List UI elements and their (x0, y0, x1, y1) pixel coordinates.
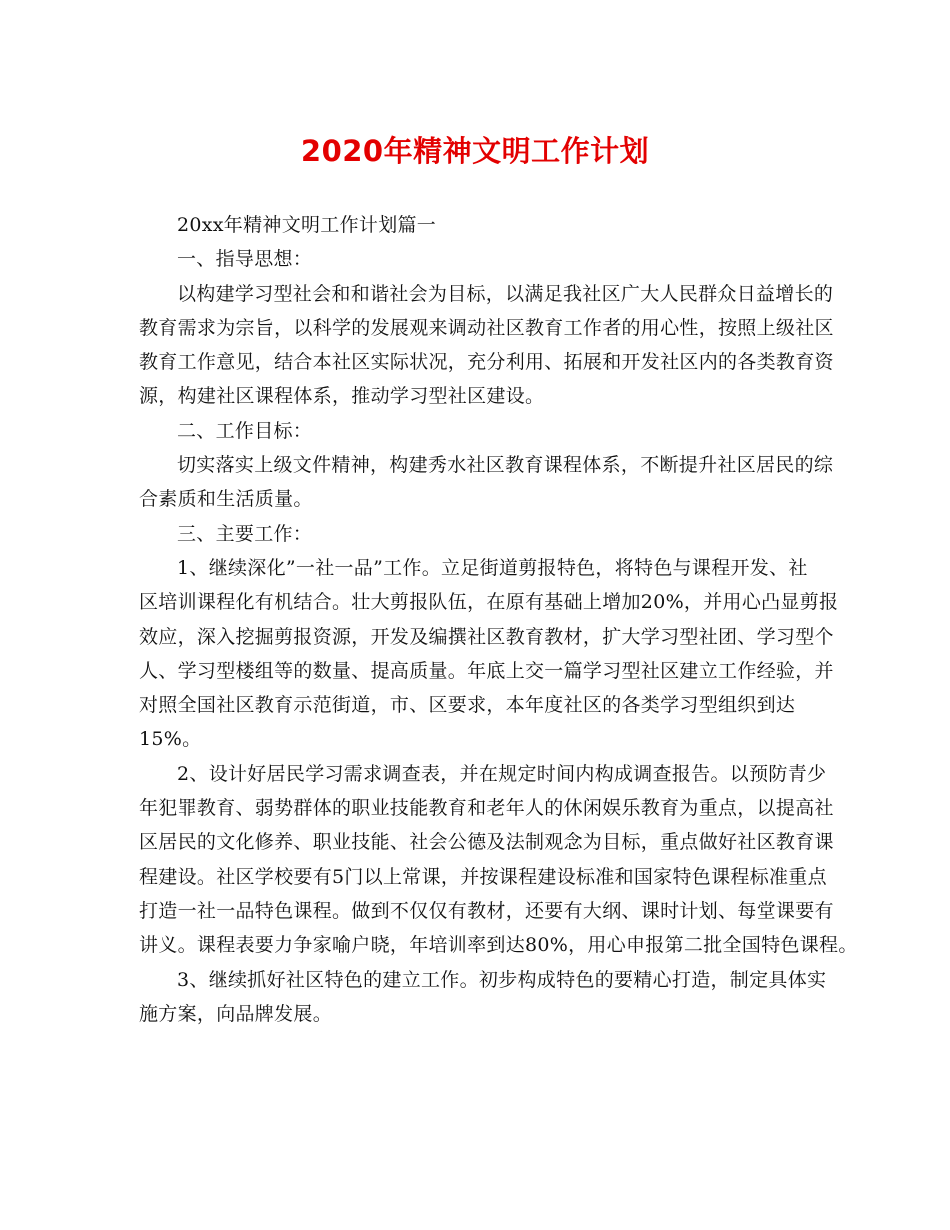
document-body (139, 208, 858, 1031)
text-line: 对照全国社区教育示范街道，市、区要求，本年度社区的各类学习型组织到达 (139, 694, 796, 717)
text-line: 人、学习型楼组等的数量、提高质量。年底上交一篇学习型社区建立工作经验，并 (139, 659, 834, 682)
text-line: 一、指导思想： (177, 248, 313, 271)
text-line: 15%。 (139, 728, 202, 751)
text-line: 1、继续深化”一社一品”工作。立足街道剪报特色，将特色与课程开发、社 (177, 556, 808, 579)
text-line: 切实落实上级文件精神，构建秀水社区教育课程体系，不断提升社区居民的综 (177, 454, 834, 477)
document-title: 2020年精神文明工作计划 (300, 134, 650, 168)
text-line: 源，构建社区课程体系，推动学习型社区建设。 (139, 385, 545, 408)
text-line: 讲义。课程表要力争家喻户晓，年培训率到达80%，用心申报第二批全国特色课程。 (139, 934, 858, 957)
text-line: 区居民的文化修养、职业技能、社会公德及法制观念为目标，重点做好社区教育课 (139, 831, 834, 854)
text-line: 教育工作意见，结合本社区实际状况，充分利用、拓展和开发社区内的各类教育资 (139, 351, 834, 374)
text-line: 20xx年精神文明工作计划篇一 (177, 214, 437, 236)
text-line: 以构建学习型社会和和谐社会为目标，以满足我社区广大人民群众日益增长的 (177, 282, 834, 305)
text-line: 3、继续抓好社区特色的建立工作。初步构成特色的要精心打造，制定具体实 (177, 968, 827, 991)
text-line: 教育需求为宗旨，以科学的发展观来调动社区教育工作者的用心性，按照上级社区 (139, 316, 834, 339)
text-line: 年犯罪教育、弱势群体的职业技能教育和老年人的休闲娱乐教育为重点，以提高社 (139, 797, 834, 820)
text-line: 二、工作目标： (177, 419, 313, 442)
text-line: 2、设计好居民学习需求调查表，并在规定时间内构成调查报告。以预防青少 (177, 762, 827, 785)
text-line: 三、主要工作： (177, 522, 313, 545)
text-line: 合素质和生活质量。 (139, 488, 313, 511)
text-line: 施方案，向品牌发展。 (139, 1002, 333, 1025)
text-line: 效应，深入挖掘剪报资源，开发及编撰社区教育教材，扩大学习型社团、学习型个 (139, 625, 834, 648)
text-line: 打造一社一品特色课程。做到不仅仅有教材，还要有大纲、课时计划、每堂课要有 (139, 899, 834, 922)
text-line: 程建设。社区学校要有5门以上常课，并按课程建设标准和国家特色课程标准重点 (139, 865, 827, 888)
text-line: 区培训课程化有机结合。壮大剪报队伍，在原有基础上增加20%，并用心凸显剪报 (139, 591, 839, 614)
